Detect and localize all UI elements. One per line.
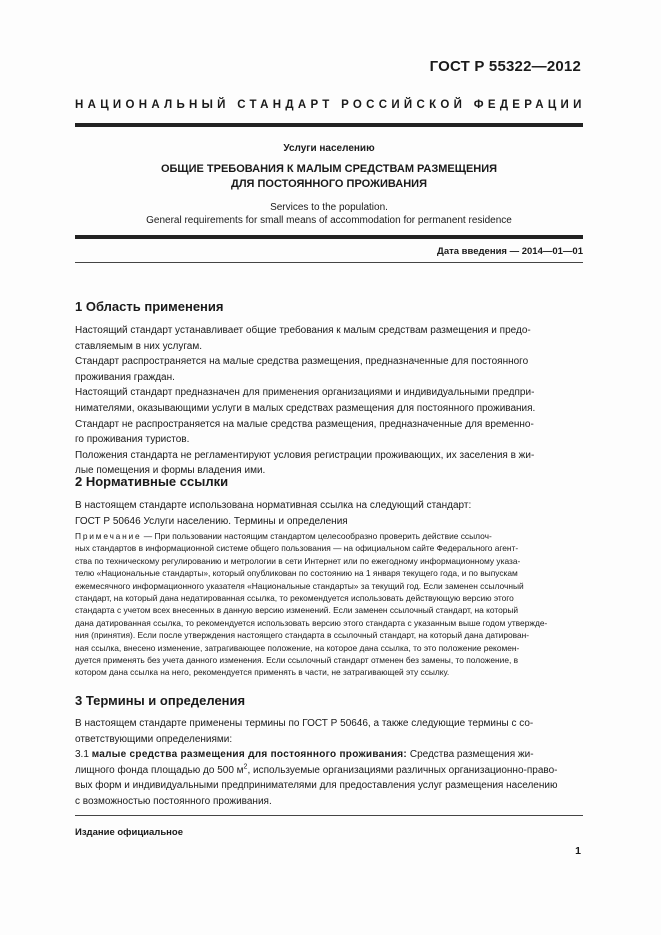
section-1-heading: 1 Область применения [75, 299, 224, 314]
date-of-introduction: Дата введения — 2014—01—01 [437, 246, 583, 257]
date-rule [75, 262, 583, 263]
text-line: ГОСТ Р 50646 Услуги населению. Термины и определения [75, 515, 348, 527]
english-title-line2: General requirements for small means of accommodation for permanent residence [146, 215, 512, 226]
gost-code: ГОСТ Р 55322—2012 [429, 58, 581, 75]
note-line: ния (принятия). Если после утверждения настоящего стандарта в ссылочный стандарт, на который дана датирован- [75, 630, 530, 641]
section-2-note [75, 530, 583, 679]
note-line: ства по техническому регулированию и метрологии в сети Интернет или по ежегодному информационному указа- [75, 555, 521, 566]
top-rule [75, 123, 583, 127]
section-2-heading: 2 Нормативные ссылки [75, 474, 229, 489]
note-line: ежемесячного информационного указателя «Национальные стандарты» за текущий год. Если заменен ссылочный [75, 580, 524, 591]
text-line: нимателями, оказывающими услуги в малых средствах размещения для постоянного проживания. [75, 402, 536, 414]
middle-rule [75, 235, 583, 239]
note-line: ных стандартов в информационной системе общего пользования — на официальном сайте Федерального агент- [75, 543, 519, 554]
term-line: с возможностью постоянного проживания. [75, 795, 272, 807]
edition-label: Издание официальное [75, 827, 183, 838]
section-2-body [75, 498, 583, 529]
text-line: ставляемым в них услугам. [75, 340, 202, 352]
note-line: телю «Национальные стандарты», который опубликован по состоянию на 1 января текущего года, и по выпускам [75, 568, 518, 579]
main-title-line1: ОБЩИЕ ТРЕБОВАНИЯ К МАЛЫМ СРЕДСТВАМ РАЗМЕЩЕНИЯ [160, 163, 498, 175]
text-line: проживания граждан. [75, 371, 175, 383]
note-line: ная ссылка, внесено изменение, затрагивающее положение, на которое дана ссылка, то это положение рекомен- [75, 642, 520, 653]
subject-title: Услуги населению [283, 143, 375, 154]
term-line: лищного фонда площадью до 500 $м^2$, используемые организациями различных организационно-право- [75, 763, 558, 776]
text-line: Стандарт не распространяется на малые средства размещения, предназначенные для временно- [75, 418, 534, 430]
text-line: лые помещения и формы владения ими. [75, 465, 266, 477]
note-line: дана датированная ссылка, то рекомендуется использовать версию этого стандарта с указанным выше годом утвержде- [75, 617, 548, 628]
section-3-heading: 3 Термины и определения [75, 693, 246, 708]
note-line: дуется применять без учета данного изменения. Если ссылочный стандарт отменен без замены, то положение, в [75, 655, 519, 666]
text-line: Настоящий стандарт устанавливает общие требования к малым средствам размещения и предо- [75, 325, 531, 336]
note-label: Примечание [75, 531, 142, 541]
term-line: вых форм и индивидуальными предпринимателями для предоставления услуг размещения населению [75, 780, 558, 792]
term-name: малые средства размещения для постоянного проживания: [91, 749, 408, 761]
main-title-line2: ДЛЯ ПОСТОЯННОГО ПРОЖИВАНИЯ [230, 178, 427, 190]
text-line: Настоящий стандарт предназначен для применения организациями и индивидуальными предпри- [75, 387, 535, 399]
note-first-line: Примечание — При пользовании настоящим стандартом целесообразно проверить действие ссылоч- [75, 531, 492, 541]
page-number: 1 [575, 845, 581, 857]
text-line: В настоящем стандарте использована нормативная ссылка на следующий стандарт: [75, 500, 472, 511]
superscript: 2 [243, 763, 248, 771]
text-line: го проживания туристов. [75, 434, 190, 446]
text-line: Положения стандарта не регламентируют условия регистрации проживающих, их заселения в жи- [75, 449, 535, 461]
english-title-line1: Services to the population. [270, 202, 388, 213]
note-line: стандарта с учетом всех внесенных в данную версию изменений. Если заменен ссылочный стандарт, на который [75, 605, 519, 616]
note-line: котором дана ссылка на него, рекомендуется применять в части, не затрагивающей эту ссылку. [75, 667, 450, 678]
text-line: В настоящем стандарте применены термины по ГОСТ Р 50646, а также следующие термины с со- [75, 718, 534, 729]
term-line: 3.1 малые средства размещения для постоянного проживания: Средства размещения жи- [75, 749, 534, 761]
section-1-body [75, 323, 583, 479]
text-line: ответствующими определениями: [75, 733, 233, 745]
note-line: стандарт, на который дана недатированная ссылка, то рекомендуется использовать действующую версию этого [75, 593, 514, 604]
section-3-body [75, 716, 583, 810]
text-line: Стандарт распространяется на малые средства размещения, предназначенные для постоянного [75, 356, 529, 368]
footer-rule [75, 815, 583, 816]
national-standard-heading: НАЦИОНАЛЬНЫЙ СТАНДАРТ РОССИЙСКОЙ ФЕДЕРАЦИИ [75, 99, 586, 111]
